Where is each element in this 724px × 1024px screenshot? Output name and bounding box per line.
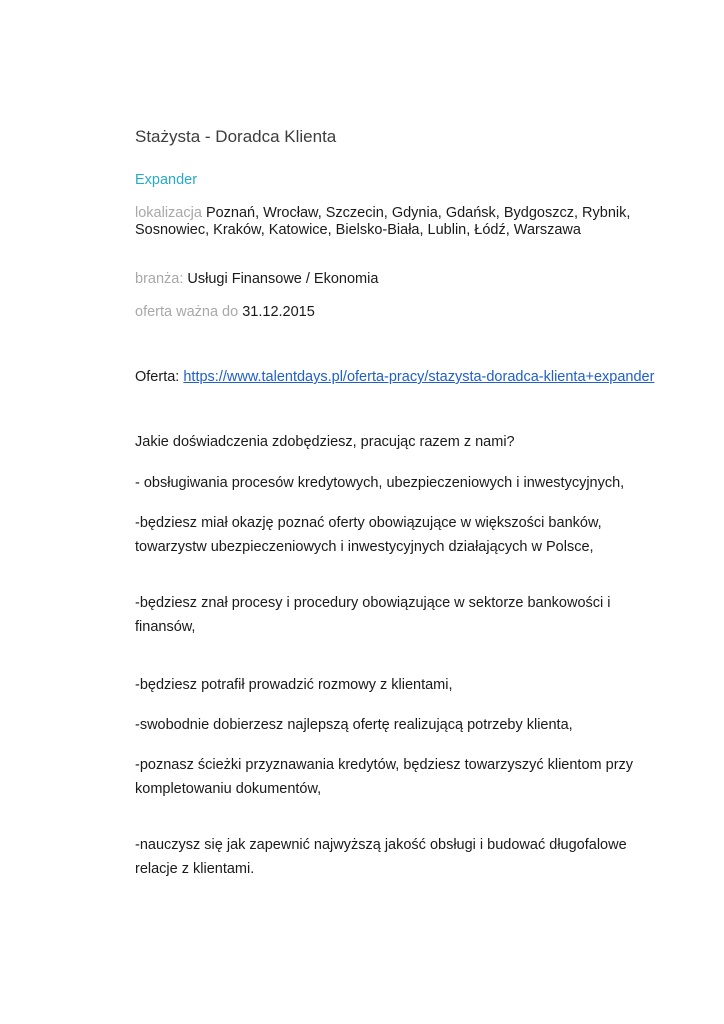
bullet-item: - obsługiwania procesów kredytowych, ubezpieczeniowych i inwestycyjnych, [135,475,625,491]
offer-line [135,369,654,385]
industry-value: Usługi Finansowe / Ekonomia [187,271,379,287]
location-block [135,205,695,239]
offer-link[interactable]: https://www.talentdays.pl/oferta-pracy/stazysta-doradca-klienta+expander [183,369,655,385]
bullet-item: -nauczysz się jak zapewnić najwyższą jakość obsługi i budować długofalowe relacje z klientami. [135,837,627,877]
valid-until-value: 31.12.2015 [242,304,315,320]
bullet-item: -swobodnie dobierzesz najlepszą ofertę realizującą potrzeby klienta, [135,717,573,733]
location-label: lokalizacja [135,205,202,221]
valid-until-line [135,304,315,320]
question-text: Jakie doświadczenia zdobędziesz, pracując razem z nami? [135,434,515,450]
company-name: Expander [135,172,198,188]
location-value: Poznań, Wrocław, Szczecin, Gdynia, Gdańsk, Bydgoszcz, Rybnik, Sosnowiec, Kraków, Katowice, Bielsko-Biała, Lublin, Łódź, Warszawa [135,205,631,238]
bullet-item: -poznasz ścieżki przyznawania kredytów, będziesz towarzyszyć klientom przy kompletowaniu dokumentów, [135,757,634,797]
bullet-item: -będziesz miał okazję poznać oferty obowiązujące w większości banków, towarzystw ubezpieczeniowych i inwestycyjnych działających w Polsce, [135,515,602,555]
valid-until-label: oferta ważna do [135,304,239,320]
bullet-item: -będziesz znał procesy i procedury obowiązujące w sektorze bankowości i finansów, [135,595,611,635]
industry-line [135,271,378,287]
offer-label: Oferta: [135,369,180,385]
job-title: Stażysta - Doradca Klienta [135,127,337,146]
bullet-item: -będziesz potrafił prowadzić rozmowy z klientami, [135,677,453,693]
industry-label: branża: [135,271,184,287]
